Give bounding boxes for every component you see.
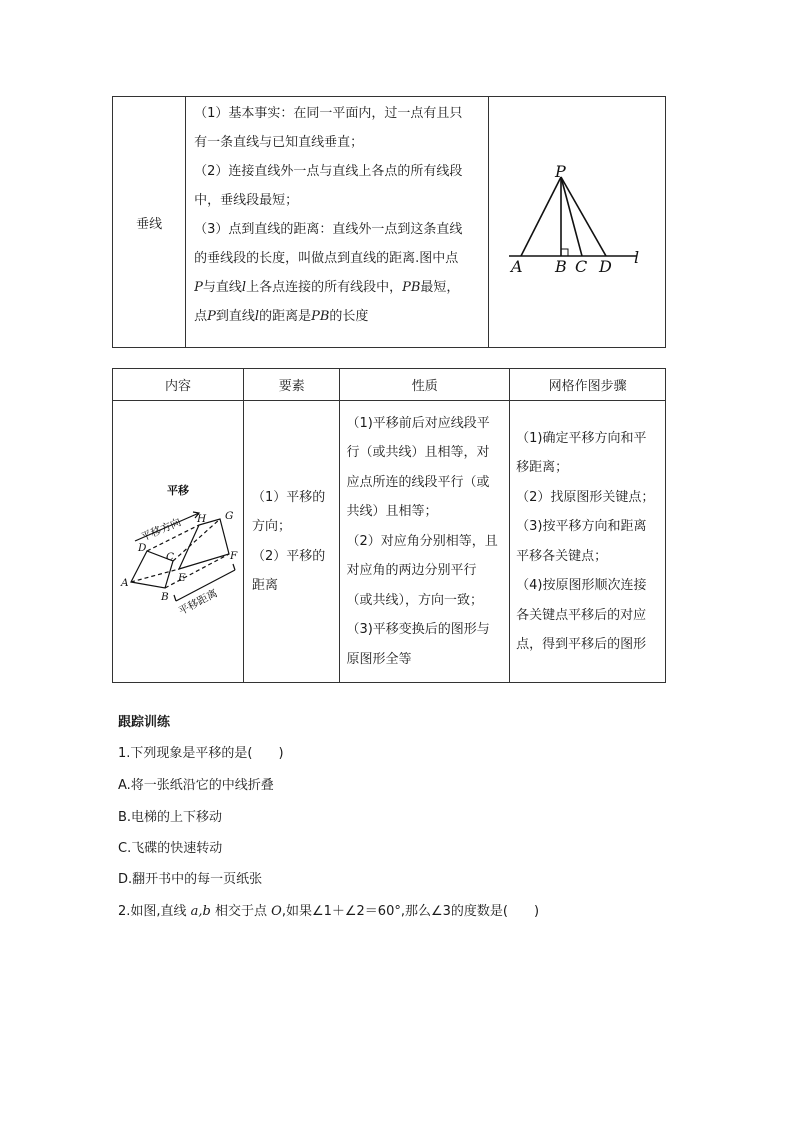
property-line-2: 行（或共线）且相等，对 <box>346 445 490 461</box>
element-line-1: （1）平移的 <box>252 489 326 505</box>
step-line-3: （2）找原图形关键点； <box>516 489 655 505</box>
pt-D: D <box>138 542 147 554</box>
property-line-6: 对应角的两边分别平行 <box>346 563 477 579</box>
translation-figure-cell <box>113 401 244 683</box>
perp-line-8: 点P到直线l的距离是PB的长度 <box>194 309 369 324</box>
header-content: 内容 <box>113 369 244 401</box>
pt-A: A <box>121 577 129 589</box>
property-line-9: 原图形全等 <box>346 651 412 667</box>
label-B: B <box>554 257 567 276</box>
option-c: C.飞碟的快速转动 <box>118 841 223 856</box>
label-D: D <box>598 257 612 276</box>
perp-line-1: （1）基本事实：在同一平面内，过一点有且只 <box>194 106 463 121</box>
property-line-7: （或共线），方向一致； <box>346 592 483 608</box>
step-line-5: 平移各关键点； <box>516 548 608 564</box>
exercises-heading: 跟踪训练 <box>118 715 171 730</box>
perp-text-cell <box>186 97 489 348</box>
pt-G: G <box>225 510 234 522</box>
label-A: A <box>510 257 523 276</box>
element-line-4: 距离 <box>252 578 279 593</box>
step-line-1: （1)确定平移方向和平 <box>516 430 647 446</box>
distance-label: 平移距离 <box>176 587 220 618</box>
property-line-4: 共线）且相等； <box>346 504 438 520</box>
perp-line-3: （2）连接直线外一点与直线上各点的所有线段 <box>194 164 463 179</box>
property-line-1: （1)平移前后对应线段平 <box>346 415 490 431</box>
option-b: B.电梯的上下移动 <box>118 810 223 825</box>
step-line-8: 点，得到平移后的图形 <box>516 637 647 652</box>
perpendicular-figure <box>489 97 665 347</box>
perp-line-5: （3）点到直线的距离：直线外一点到这条直线 <box>194 222 463 237</box>
property-line-8: （3)平移变换后的图形与 <box>346 622 490 638</box>
steps-cell <box>510 401 666 683</box>
translation-table <box>112 368 666 683</box>
question-1: 1.下列现象是平移的是( ) <box>118 746 284 761</box>
pt-B: B <box>161 591 169 603</box>
header-properties: 性质 <box>340 369 510 401</box>
perp-figure-cell <box>488 97 665 348</box>
step-line-6: （4)按原图形顺次连接 <box>516 578 647 593</box>
step-line-7: 各关键点平移后的对应 <box>516 607 647 623</box>
step-line-2: 移距离； <box>516 460 569 475</box>
element-line-3: （2）平移的 <box>252 548 326 564</box>
option-d: D.翻开书中的每一页纸张 <box>118 872 263 887</box>
direction-label: 平移方向 <box>139 516 183 544</box>
header-elements: 要素 <box>244 369 340 401</box>
label-C: C <box>574 257 588 276</box>
pt-C: C <box>166 551 175 563</box>
pt-E: E <box>178 572 186 584</box>
pt-F: F <box>230 550 238 562</box>
elements-cell <box>244 401 340 683</box>
properties-cell <box>340 401 510 683</box>
pt-H: H <box>197 513 207 525</box>
label-P: P <box>554 162 566 181</box>
perp-title: 垂线 <box>136 216 163 232</box>
header-steps: 网格作图步骤 <box>510 369 666 401</box>
translation-figure <box>113 401 243 682</box>
label-l: l <box>633 248 640 267</box>
translation-fig-title: 平移 <box>167 484 189 497</box>
option-a: A.将一张纸沿它的中线折叠 <box>118 778 274 793</box>
step-line-4: （3)按平移方向和距离 <box>516 519 647 534</box>
element-line-2: 方向； <box>252 519 292 534</box>
property-line-5: （2）对应角分别相等，且 <box>346 533 498 549</box>
perp-line-2: 有一条直线与已知直线垂直； <box>194 135 364 150</box>
perp-title-cell <box>113 97 186 348</box>
perp-line-4: 中，垂线段最短； <box>194 193 299 208</box>
property-line-3: 应点所连的线段平行（或 <box>346 474 490 490</box>
perpendicular-table <box>112 96 666 348</box>
perp-line-7: P与直线l上各点连接的所有线段中，PB最短， <box>194 280 460 295</box>
question-2: 2.如图,直线 a,b 相交于点 O,如果∠1＋∠2＝60°,那么∠3的度数是( ) <box>118 904 540 919</box>
perp-line-6: 的垂线段的长度，叫做点到直线的距离.图中点 <box>194 251 459 266</box>
